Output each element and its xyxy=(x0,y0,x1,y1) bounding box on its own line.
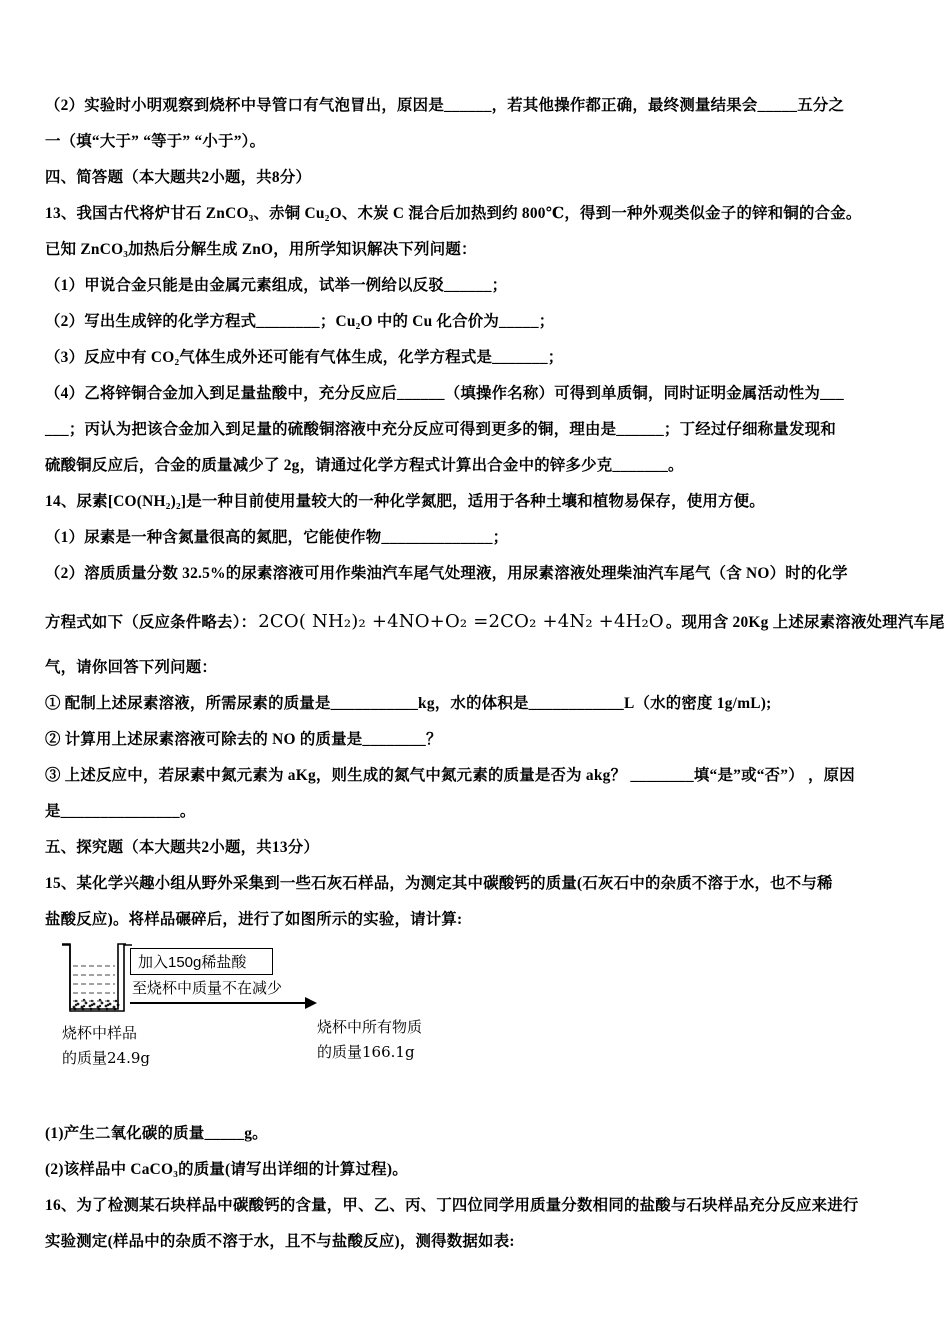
text-line: 气，请你回答下列问题： xyxy=(45,659,218,676)
beaker-result-label-line1: 烧杯中所有物质 xyxy=(317,1020,423,1036)
beaker-result-label xyxy=(317,1016,422,1065)
text-line: （2）溶质质量分数 32.5%的尿素溶液可用作柴油汽车尾气处理液，用尿素溶液处理柴油汽车尾气（含 NO）时的化学 xyxy=(45,565,848,582)
mass-label-prefix: 的质量 xyxy=(317,1045,363,1061)
text-line: ② 计算用上述尿素溶液可除去的 NO 的质量是________？ xyxy=(45,731,442,748)
text-line: 实验测定(样品中的杂质不溶于水，且不与盐酸反应)，测得数据如表: xyxy=(45,1233,515,1250)
question-14-line: 14、尿素[CO(NH₂)₂]是一种目前使用量较大的一种化学氮肥，适用于各种土壤和植物易保存，使用方便。 xyxy=(45,493,765,510)
result-mass-value: 166.1g xyxy=(362,1043,415,1061)
text-line: ___；丙认为把该合金加入到足量的硫酸铜溶液中充分反应可得到更多的铜，理由是______；丁经过仔细称量发现和 xyxy=(45,421,836,438)
mass-label-prefix: 的质量 xyxy=(62,1051,108,1067)
text-line: 已知 ZnCO₃加热后分解生成 ZnO，用所学知识解决下列问题： xyxy=(45,241,477,258)
text-line: 盐酸反应)。将样品碾碎后，进行了如图所示的实验，请计算: xyxy=(45,911,463,928)
text-line: （4）乙将锌铜合金加入到足量盐酸中，充分反应后______（填操作名称）可得到单质铜，同时证明金属活动性为___ xyxy=(45,385,844,402)
question-15-line: 15、某化学兴趣小组从野外采集到一些石灰石样品，为测定其中碳酸钙的质量(石灰石中的杂质不溶于水，也不与稀 xyxy=(45,875,833,892)
beaker-sample-label-line1: 烧杯中样品 xyxy=(62,1026,138,1042)
question-13-line: 13、我国古代将炉甘石 ZnCO₃、赤铜 Cu₂O、木炭 C 混合后加热到约 800℃，得到一种外观类似金子的锌和铜的合金。 xyxy=(45,205,862,222)
text-line: 一（填“大于” “等于” “小于”）。 xyxy=(45,133,266,150)
beaker-sample-label xyxy=(62,1022,150,1071)
equation-line xyxy=(45,592,945,650)
text-line: ③ 上述反应中，若尿素中氮元素为 aKg，则生成的氮气中氮元素的质量是否为 akg？ ________填“是”或“否”） ，原因 xyxy=(45,767,855,784)
text-line: 硫酸铜反应后，合金的质量减少了 2g，请通过化学方程式计算出合金中的锌多少克_______。 xyxy=(45,457,684,474)
section-5-heading: 五、探究题（本大题共2小题，共13分） xyxy=(45,839,320,856)
text-line: （2）实验时小明观察到烧杯中导管口有气泡冒出，原因是______，若其他操作都正确，最终测量结果会_____五分之 xyxy=(45,97,845,114)
right-beaker-icon xyxy=(60,940,128,1014)
beaker-result-label-line2 xyxy=(317,1040,422,1065)
section-4-heading: 四、简答题（本大题共2小题，共8分） xyxy=(45,169,312,186)
question-16-line: 16、为了检测某石块样品中碳酸钙的含量，甲、乙、丙、丁四位同学用质量分数相同的盐酸与石块样品充分反应来进行 xyxy=(45,1197,859,1214)
text-line: (1)产生二氧化碳的质量_____g。 xyxy=(45,1125,268,1142)
text-line: （1）尿素是一种含氮量很高的氮肥，它能使作物______________； xyxy=(45,529,509,546)
text-line: (2)该样品中 CaCO₃的质量(请写出详细的计算过程)。 xyxy=(45,1161,408,1178)
text-line: （2）写出生成锌的化学方程式________；Cu₂O 中的 Cu 化合价为_____； xyxy=(45,313,555,330)
reagent-label-line2: 至烧杯中质量不在减少 xyxy=(132,980,283,997)
sample-mass-value: 24.9g xyxy=(107,1049,151,1067)
experiment-diagram xyxy=(60,940,912,1080)
equation-suffix: 。现用含 20Kg 上述尿素溶液处理汽车尾 xyxy=(665,614,945,631)
text-line: （1）甲说合金只能是由金属元素组成，试举一例给以反驳______； xyxy=(45,277,508,294)
text-line: 是_______________。 xyxy=(45,803,196,820)
reagent-label-box: 加入150g稀盐酸 xyxy=(130,948,273,975)
arrow-right-icon xyxy=(130,1002,306,1004)
text-line: ① 配制上述尿素溶液，所需尿素的质量是___________kg，水的体积是____________L（水的密度 1g/mL); xyxy=(45,695,772,712)
equation-prefix: 方程式如下（反应条件略去）： xyxy=(45,614,257,631)
text-line: （3）反应中有 CO₂气体生成外还可能有气体生成，化学方程式是_______； xyxy=(45,349,564,366)
chemical-equation: 2CO( NH₂)₂ +4NO+O₂ =2CO₂ +4N₂ +4H₂O xyxy=(258,610,664,632)
beaker-sample-label-line2 xyxy=(62,1046,150,1071)
